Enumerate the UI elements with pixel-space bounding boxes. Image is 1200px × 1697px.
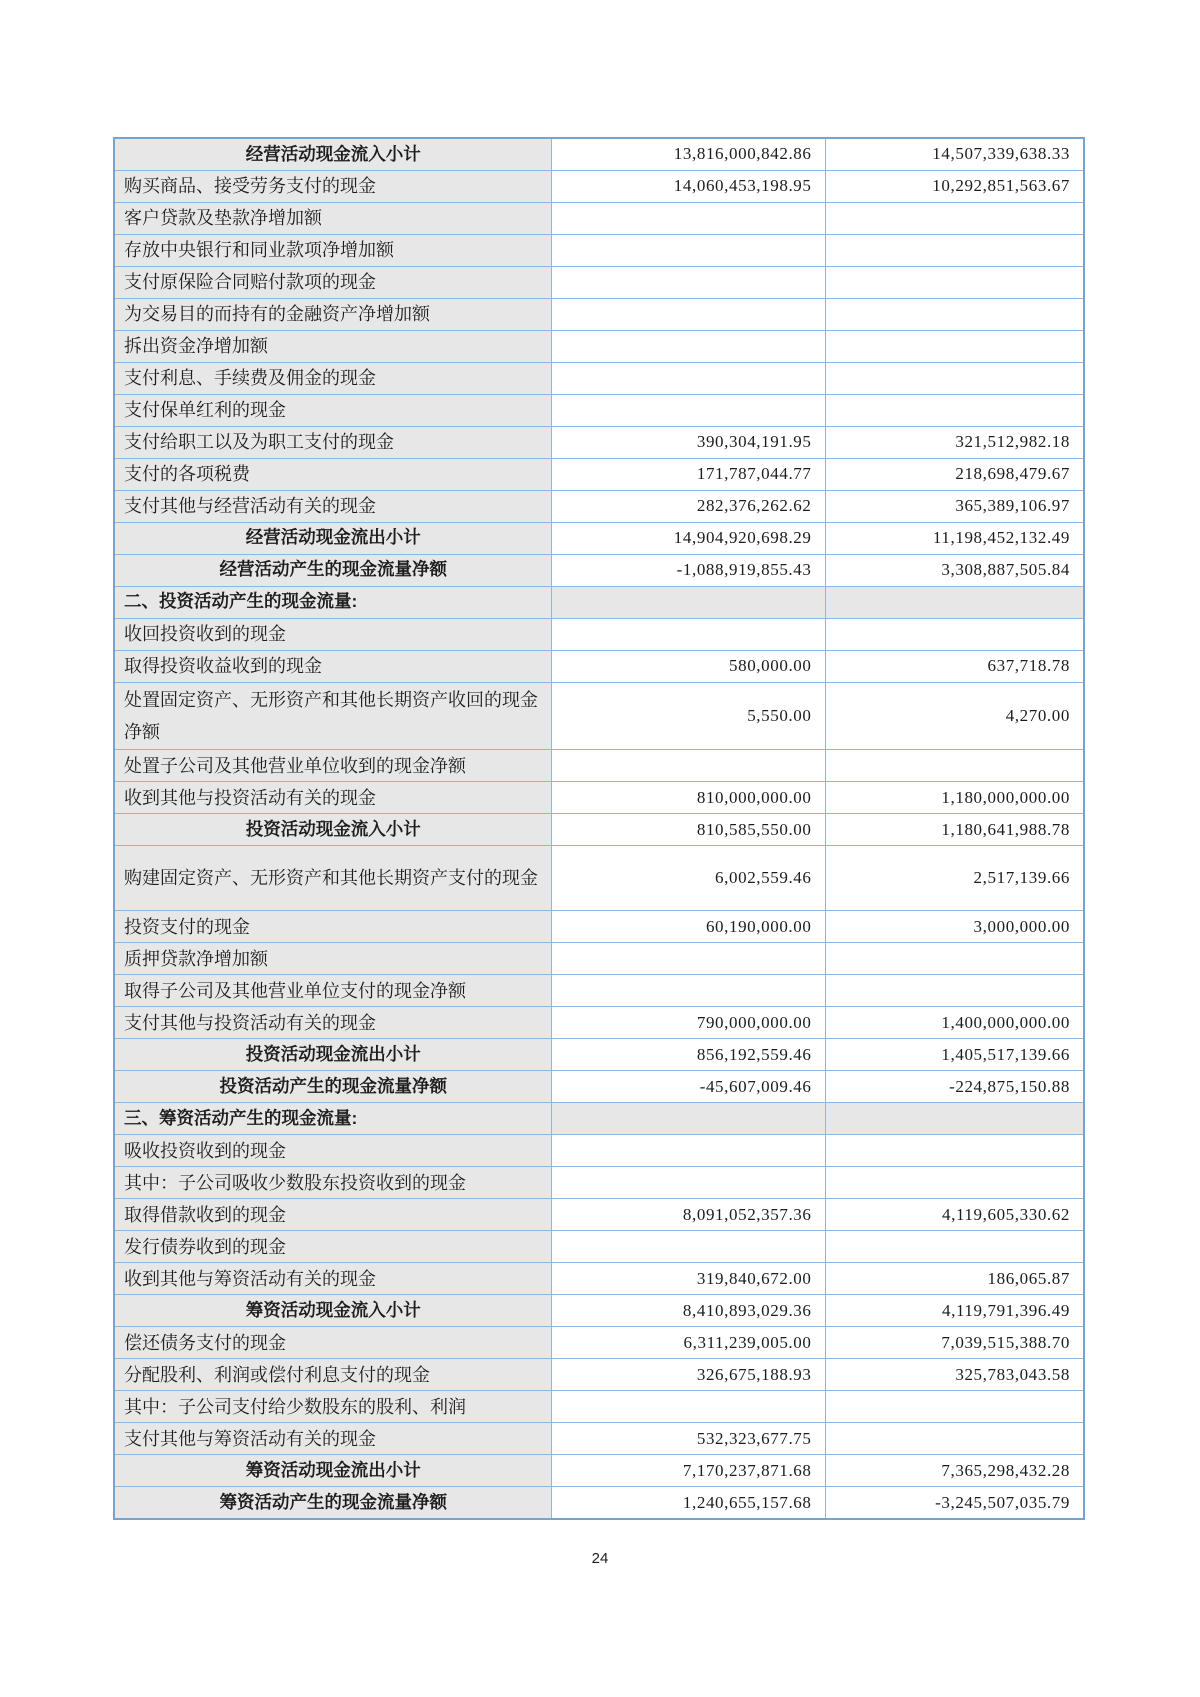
row-label-cell: 筹资活动现金流出小计: [114, 1455, 551, 1487]
row-label-cell: 其中：子公司吸收少数股东投资收到的现金: [114, 1167, 551, 1199]
row-label-cell: 购建固定资产、无形资产和其他长期资产支付的现金: [114, 846, 551, 911]
row-label-cell: 经营活动现金流入小计: [114, 138, 551, 170]
row-label-cell: 发行债券收到的现金: [114, 1231, 551, 1263]
row-label-cell: 收到其他与筹资活动有关的现金: [114, 1263, 551, 1295]
current-period-value-cell: 1,240,655,157.68: [551, 1487, 825, 1519]
current-period-value-cell: 856,192,559.46: [551, 1039, 825, 1071]
table-row: [114, 1007, 1084, 1039]
current-period-value-cell: [551, 394, 825, 426]
table-row: [114, 426, 1084, 458]
current-period-value-cell: 171,787,044.77: [551, 458, 825, 490]
table-row: [114, 394, 1084, 426]
prior-period-value-cell: [825, 1391, 1084, 1423]
prior-period-value-cell: [825, 1231, 1084, 1263]
table-row: [114, 975, 1084, 1007]
current-period-value-cell: 14,060,453,198.95: [551, 170, 825, 202]
row-label-cell: 二、投资活动产生的现金流量:: [114, 586, 551, 618]
table-row: [114, 943, 1084, 975]
current-period-value-cell: [551, 1167, 825, 1199]
prior-period-value-cell: [825, 202, 1084, 234]
row-label-cell: 支付利息、手续费及佣金的现金: [114, 362, 551, 394]
prior-period-value-cell: [825, 1103, 1084, 1135]
prior-period-value-cell: [825, 975, 1084, 1007]
cash-flow-table-body: [114, 138, 1084, 1519]
current-period-value-cell: [551, 1135, 825, 1167]
table-row: [114, 1391, 1084, 1423]
prior-period-value-cell: -224,875,150.88: [825, 1071, 1084, 1103]
current-period-value-cell: [551, 1391, 825, 1423]
table-row: [114, 1103, 1084, 1135]
table-row: [114, 586, 1084, 618]
current-period-value-cell: 390,304,191.95: [551, 426, 825, 458]
current-period-value-cell: [551, 618, 825, 650]
prior-period-value-cell: [825, 362, 1084, 394]
row-label-cell: 偿还债务支付的现金: [114, 1327, 551, 1359]
table-row: [114, 490, 1084, 522]
prior-period-value-cell: 7,039,515,388.70: [825, 1327, 1084, 1359]
row-label-cell: 筹资活动现金流入小计: [114, 1295, 551, 1327]
table-row: [114, 170, 1084, 202]
row-label-cell: 投资支付的现金: [114, 911, 551, 943]
current-period-value-cell: [551, 202, 825, 234]
prior-period-value-cell: [825, 943, 1084, 975]
current-period-value-cell: 8,091,052,357.36: [551, 1199, 825, 1231]
prior-period-value-cell: 365,389,106.97: [825, 490, 1084, 522]
row-label-cell: 拆出资金净增加额: [114, 330, 551, 362]
table-row: [114, 266, 1084, 298]
prior-period-value-cell: 186,065.87: [825, 1263, 1084, 1295]
table-row: [114, 782, 1084, 814]
row-label-cell: 支付的各项税费: [114, 458, 551, 490]
row-label-cell: 分配股利、利润或偿付利息支付的现金: [114, 1359, 551, 1391]
prior-period-value-cell: 321,512,982.18: [825, 426, 1084, 458]
prior-period-value-cell: 4,270.00: [825, 682, 1084, 750]
row-label-cell: 处置子公司及其他营业单位收到的现金净额: [114, 750, 551, 782]
prior-period-value-cell: [825, 750, 1084, 782]
prior-period-value-cell: 2,517,139.66: [825, 846, 1084, 911]
row-label-cell: 支付给职工以及为职工支付的现金: [114, 426, 551, 458]
row-label-cell: 经营活动现金流出小计: [114, 522, 551, 554]
table-row: [114, 1039, 1084, 1071]
row-label-cell: 为交易目的而持有的金融资产净增加额: [114, 298, 551, 330]
table-row: [114, 1455, 1084, 1487]
table-row: [114, 1231, 1084, 1263]
row-label-cell: 质押贷款净增加额: [114, 943, 551, 975]
current-period-value-cell: 13,816,000,842.86: [551, 138, 825, 170]
row-label-cell: 处置固定资产、无形资产和其他长期资产收回的现金净额: [114, 682, 551, 750]
row-label-cell: 取得投资收益收到的现金: [114, 650, 551, 682]
table-row: [114, 234, 1084, 266]
table-row: [114, 458, 1084, 490]
current-period-value-cell: -45,607,009.46: [551, 1071, 825, 1103]
current-period-value-cell: 6,311,239,005.00: [551, 1327, 825, 1359]
cash-flow-statement-table: [113, 137, 1085, 1520]
prior-period-value-cell: 1,400,000,000.00: [825, 1007, 1084, 1039]
page-number: 24: [591, 1550, 609, 1567]
table-row: [114, 362, 1084, 394]
prior-period-value-cell: 1,405,517,139.66: [825, 1039, 1084, 1071]
current-period-value-cell: [551, 975, 825, 1007]
current-period-value-cell: 6,002,559.46: [551, 846, 825, 911]
row-label-cell: 取得借款收到的现金: [114, 1199, 551, 1231]
current-period-value-cell: 282,376,262.62: [551, 490, 825, 522]
prior-period-value-cell: 637,718.78: [825, 650, 1084, 682]
table-row: [114, 846, 1084, 911]
table-row: [114, 138, 1084, 170]
prior-period-value-cell: -3,245,507,035.79: [825, 1487, 1084, 1519]
current-period-value-cell: 326,675,188.93: [551, 1359, 825, 1391]
current-period-value-cell: 5,550.00: [551, 682, 825, 750]
prior-period-value-cell: [825, 586, 1084, 618]
current-period-value-cell: [551, 586, 825, 618]
table-row: [114, 618, 1084, 650]
row-label-cell: 筹资活动产生的现金流量净额: [114, 1487, 551, 1519]
prior-period-value-cell: [825, 330, 1084, 362]
table-row: [114, 330, 1084, 362]
row-label-cell: 支付其他与投资活动有关的现金: [114, 1007, 551, 1039]
prior-period-value-cell: [825, 234, 1084, 266]
row-label-cell: 存放中央银行和同业款项净增加额: [114, 234, 551, 266]
table-row: [114, 750, 1084, 782]
table-row: [114, 682, 1084, 750]
row-label-cell: 取得子公司及其他营业单位支付的现金净额: [114, 975, 551, 1007]
table-row: [114, 814, 1084, 846]
current-period-value-cell: [551, 330, 825, 362]
current-period-value-cell: [551, 362, 825, 394]
prior-period-value-cell: 218,698,479.67: [825, 458, 1084, 490]
prior-period-value-cell: [825, 266, 1084, 298]
row-label-cell: 收回投资收到的现金: [114, 618, 551, 650]
prior-period-value-cell: 3,308,887,505.84: [825, 554, 1084, 586]
row-label-cell: 收到其他与投资活动有关的现金: [114, 782, 551, 814]
table-row: [114, 1071, 1084, 1103]
prior-period-value-cell: 10,292,851,563.67: [825, 170, 1084, 202]
prior-period-value-cell: 11,198,452,132.49: [825, 522, 1084, 554]
current-period-value-cell: [551, 943, 825, 975]
prior-period-value-cell: 7,365,298,432.28: [825, 1455, 1084, 1487]
prior-period-value-cell: 325,783,043.58: [825, 1359, 1084, 1391]
table-row: [114, 1199, 1084, 1231]
table-row: [114, 650, 1084, 682]
current-period-value-cell: 60,190,000.00: [551, 911, 825, 943]
table-row: [114, 1487, 1084, 1519]
table-row: [114, 1327, 1084, 1359]
row-label-cell: 客户贷款及垫款净增加额: [114, 202, 551, 234]
table-row: [114, 1359, 1084, 1391]
row-label-cell: 支付原保险合同赔付款项的现金: [114, 266, 551, 298]
current-period-value-cell: [551, 234, 825, 266]
current-period-value-cell: 8,410,893,029.36: [551, 1295, 825, 1327]
prior-period-value-cell: 1,180,641,988.78: [825, 814, 1084, 846]
current-period-value-cell: 790,000,000.00: [551, 1007, 825, 1039]
prior-period-value-cell: [825, 1135, 1084, 1167]
current-period-value-cell: 7,170,237,871.68: [551, 1455, 825, 1487]
prior-period-value-cell: 1,180,000,000.00: [825, 782, 1084, 814]
prior-period-value-cell: [825, 1167, 1084, 1199]
row-label-cell: 支付其他与经营活动有关的现金: [114, 490, 551, 522]
table-row: [114, 298, 1084, 330]
current-period-value-cell: 532,323,677.75: [551, 1423, 825, 1455]
prior-period-value-cell: [825, 394, 1084, 426]
row-label-cell: 投资活动产生的现金流量净额: [114, 1071, 551, 1103]
row-label-cell: 投资活动现金流入小计: [114, 814, 551, 846]
current-period-value-cell: 810,000,000.00: [551, 782, 825, 814]
current-period-value-cell: 319,840,672.00: [551, 1263, 825, 1295]
prior-period-value-cell: 4,119,791,396.49: [825, 1295, 1084, 1327]
current-period-value-cell: 14,904,920,698.29: [551, 522, 825, 554]
prior-period-value-cell: [825, 1423, 1084, 1455]
prior-period-value-cell: [825, 298, 1084, 330]
current-period-value-cell: [551, 1103, 825, 1135]
prior-period-value-cell: 4,119,605,330.62: [825, 1199, 1084, 1231]
table-row: [114, 554, 1084, 586]
current-period-value-cell: [551, 298, 825, 330]
table-row: [114, 1263, 1084, 1295]
table-row: [114, 1423, 1084, 1455]
prior-period-value-cell: [825, 618, 1084, 650]
row-label-cell: 三、筹资活动产生的现金流量:: [114, 1103, 551, 1135]
current-period-value-cell: [551, 266, 825, 298]
current-period-value-cell: [551, 1231, 825, 1263]
current-period-value-cell: -1,088,919,855.43: [551, 554, 825, 586]
table-row: [114, 1167, 1084, 1199]
table-row: [114, 1135, 1084, 1167]
current-period-value-cell: [551, 750, 825, 782]
table-row: [114, 911, 1084, 943]
current-period-value-cell: 580,000.00: [551, 650, 825, 682]
row-label-cell: 经营活动产生的现金流量净额: [114, 554, 551, 586]
table-row: [114, 522, 1084, 554]
row-label-cell: 支付其他与筹资活动有关的现金: [114, 1423, 551, 1455]
row-label-cell: 购买商品、接受劳务支付的现金: [114, 170, 551, 202]
prior-period-value-cell: 3,000,000.00: [825, 911, 1084, 943]
row-label-cell: 其中：子公司支付给少数股东的股利、利润: [114, 1391, 551, 1423]
table-row: [114, 202, 1084, 234]
prior-period-value-cell: 14,507,339,638.33: [825, 138, 1084, 170]
current-period-value-cell: 810,585,550.00: [551, 814, 825, 846]
row-label-cell: 吸收投资收到的现金: [114, 1135, 551, 1167]
row-label-cell: 投资活动现金流出小计: [114, 1039, 551, 1071]
row-label-cell: 支付保单红利的现金: [114, 394, 551, 426]
table-row: [114, 1295, 1084, 1327]
